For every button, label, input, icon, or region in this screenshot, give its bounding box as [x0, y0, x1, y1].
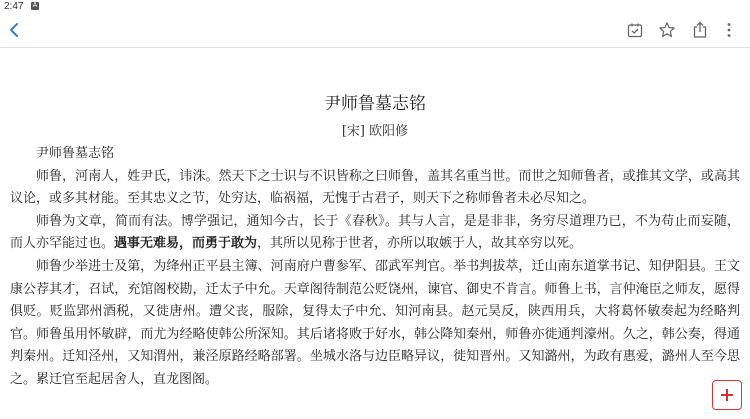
paragraph-2-text-a: 师鲁为文章，简而有法。博学强记，通知今古，长于《春秋》。其与人言，是是非非，务穷尽道理乃已，不为苟止而妄随，而人亦罕能过也。: [10, 213, 740, 252]
article-author: [宋] 欧阳修: [341, 124, 409, 139]
paragraph-heading: 尹师鲁墓志铭: [36, 146, 115, 161]
notification-badge-icon: A: [32, 2, 38, 9]
article-body: [10, 143, 740, 392]
paragraph-2-text-b: ，其所以见称于世者，亦所以取嫉于人，故其卒穷以死。: [257, 236, 583, 252]
plus-icon: [719, 387, 735, 403]
article-title: 尹师鲁墓志铭: [324, 94, 426, 114]
share-button[interactable]: [687, 17, 713, 43]
more-vert-icon: [726, 22, 732, 38]
calendar-check-icon: [627, 22, 643, 38]
article-content: [0, 48, 750, 419]
share-icon: [692, 21, 708, 39]
paragraph-2: [10, 211, 740, 256]
paragraph-1: 师鲁，河南人，姓尹氏，讳洙。然天下之士识与不识皆称之曰师鲁，盖其名重当世。而世之知师鲁者，或推其文学，或高其议论，或多其材能。至其忠义之节，处穷达，临祸福，无愧于古君子，则天下之称师鲁者未必尽知之。: [10, 168, 740, 207]
status-time: 2:47: [4, 1, 24, 12]
add-button[interactable]: [712, 380, 742, 410]
more-options-button[interactable]: [716, 17, 742, 43]
paragraph-2-bold: 遇事无难易，而勇于敢为: [114, 236, 258, 252]
top-toolbar: [0, 13, 750, 48]
paragraph-3: 师鲁少举进士及第，为绛州正平县主簿、河南府户曹参军、邵武军判官。举书判拔萃，迁山南东道掌书记、知伊阳县。王文康公荐其才，召试，充馆阁校勘，迁太子中允。天章阁待制范公贬饶州，谏官、御史不肯言。师鲁上书，言仲淹臣之师友，愿得俱贬。贬监郢州酒税，又徙唐州。遭父丧，服除，复得太子中允、知河南县。赵元昊反，陕西用兵，大将葛怀敏奏起为经略判官。师鲁虽用怀敏辟，而尤为经略使韩公所深知。其后诸将败于好水，韩公降知秦州，师鲁亦徙通判濠州。久之，韩公奏，得通判秦州。迁知泾州，又知渭州，兼泾原路经略部署。坐城水洛与边臣略异议，徙知晋州。又知潞州，为政有惠爱，潞州人至今思之。累迁官至起居舍人，直龙图阁。: [10, 258, 740, 387]
status-bar: [0, 0, 750, 13]
favorite-button[interactable]: [654, 17, 680, 43]
calendar-check-button[interactable]: [622, 17, 648, 43]
back-arrow-icon: [7, 22, 23, 38]
back-button[interactable]: [2, 17, 28, 43]
star-icon: [658, 21, 676, 39]
